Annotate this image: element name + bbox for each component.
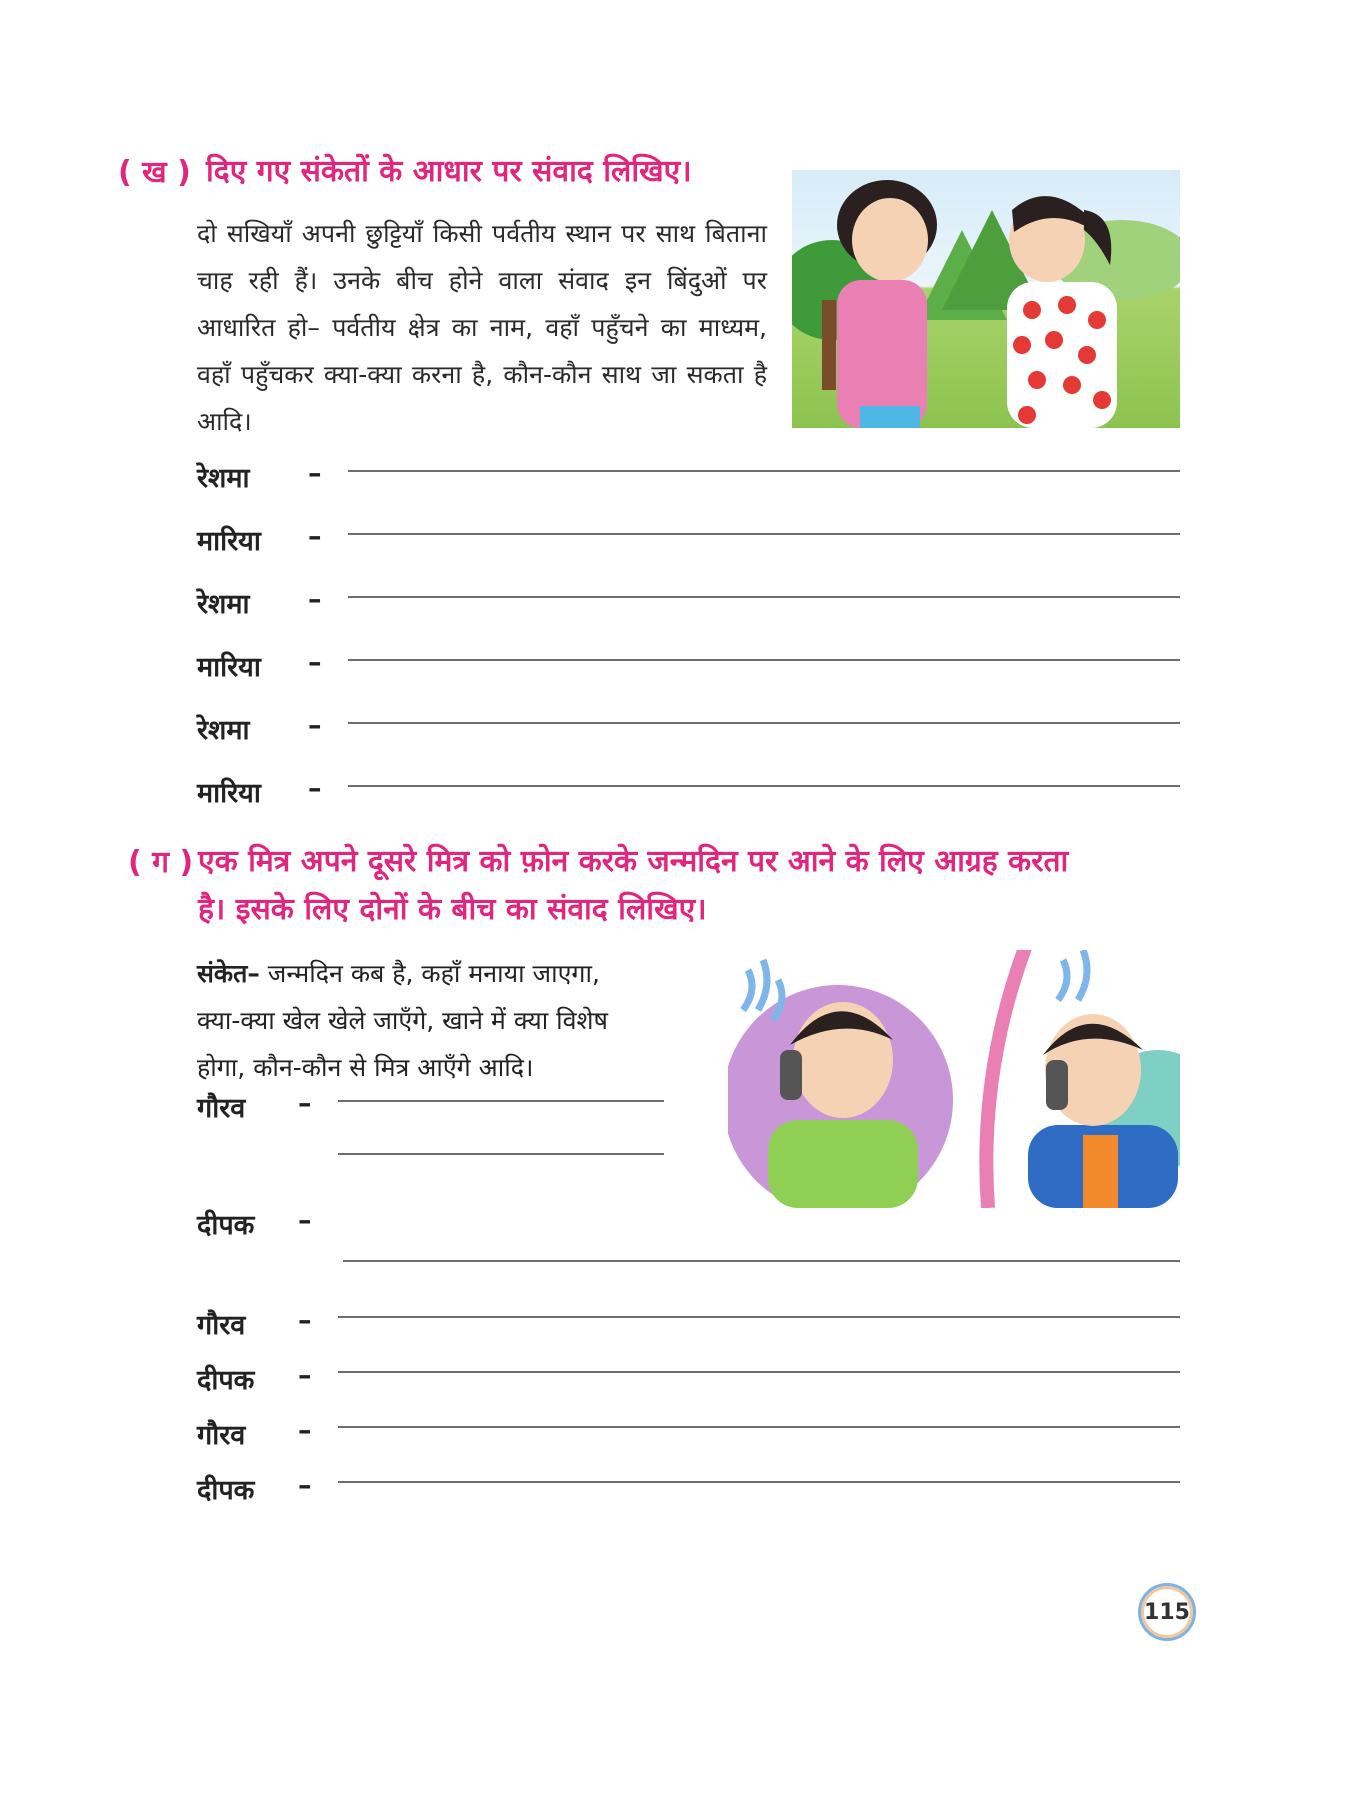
ga-speaker-3: गौरव xyxy=(197,1310,246,1341)
kha-speaker-2: मारिया xyxy=(197,526,261,557)
section-ga-heading-line2: है। इसके लिए दोनों के बीच का संवाद लिखिए। xyxy=(198,892,707,927)
ga-answer-line-2[interactable] xyxy=(343,1260,1180,1262)
hint-line-2: क्या-क्या खेल खेले जाएँगे, खाने में क्या विशेष xyxy=(197,1006,608,1035)
kha-speaker-1: रेशमा xyxy=(197,463,250,494)
section-kha-heading: दिए गए संकेतों के आधार पर संवाद लिखिए। xyxy=(206,154,692,189)
hint-line-3: होगा, कौन-कौन से मित्र आएँगे आदि। xyxy=(197,1053,534,1082)
section-kha-description: दो सखियाँ अपनी छुट्टियाँ किसी पर्वतीय स्थान पर साथ बिताना चाह रही हैं। उनके बीच होने वाला संवाद इन बिंदुओं पर आधारित हो– पर्वतीय क्षेत्र का नाम, वहाँ पहुँचने का माध्यम, वहाँ पहुँचकर क्या-क्या करना है, कौन-कौन साथ जा सकता है आदि। xyxy=(197,219,767,436)
ga-dash-4: – xyxy=(298,1360,312,1391)
two-girls-drawing xyxy=(792,170,1180,428)
ga-answer-line-6[interactable] xyxy=(338,1481,1180,1483)
ga-speaker-6: दीपक xyxy=(197,1475,255,1506)
ga-speaker-4: दीपक xyxy=(197,1365,255,1396)
kha-answer-line-3[interactable] xyxy=(348,596,1180,598)
kha-dash-5: – xyxy=(308,710,322,741)
ga-answer-line-3[interactable] xyxy=(338,1316,1180,1318)
section-ga-heading-line1: एक मित्र अपने दूसरे मित्र को फ़ोन करके जन्मदिन पर आने के लिए आग्रह करता xyxy=(198,844,1069,879)
section-ga-hint xyxy=(197,950,717,1091)
kha-dash-6: – xyxy=(308,773,322,804)
ga-speaker-2: दीपक xyxy=(197,1210,255,1241)
kha-answer-line-2[interactable] xyxy=(348,533,1180,535)
kha-dash-1: – xyxy=(308,458,322,489)
ga-dash-2: – xyxy=(298,1205,312,1236)
kha-dash-4: – xyxy=(308,647,322,678)
page-number: 115 xyxy=(1138,1583,1196,1641)
kha-dash-2: – xyxy=(308,521,322,552)
kha-speaker-4: मारिया xyxy=(197,652,261,683)
ga-speaker-5: गौरव xyxy=(197,1420,246,1451)
ga-answer-line-4[interactable] xyxy=(338,1371,1180,1373)
hint-label: संकेत– xyxy=(197,959,260,988)
ga-dash-6: – xyxy=(298,1470,312,1501)
hint-line-1: जन्मदिन कब है, कहाँ मनाया जाएगा, xyxy=(259,959,600,988)
ga-dash-1: – xyxy=(298,1088,312,1119)
kha-speaker-3: रेशमा xyxy=(197,589,250,620)
section-kha-marker: ( ख ) xyxy=(118,155,191,190)
ga-answer-line-1b[interactable] xyxy=(338,1153,664,1155)
kha-answer-line-1[interactable] xyxy=(348,470,1180,472)
kha-speaker-6: मारिया xyxy=(197,778,261,809)
ga-dash-5: – xyxy=(298,1415,312,1446)
ga-answer-line-5[interactable] xyxy=(338,1426,1180,1428)
ga-answer-line-1a[interactable] xyxy=(338,1100,664,1102)
phone-call-illustration xyxy=(728,950,1180,1208)
kha-answer-line-6[interactable] xyxy=(348,785,1180,787)
ga-speaker-1: गौरव xyxy=(197,1093,246,1124)
phone-call-drawing xyxy=(728,950,1180,1208)
kha-answer-line-4[interactable] xyxy=(348,659,1180,661)
kha-answer-line-5[interactable] xyxy=(348,722,1180,724)
kha-speaker-5: रेशमा xyxy=(197,715,250,746)
kha-dash-3: – xyxy=(308,584,322,615)
two-girls-illustration xyxy=(792,170,1180,428)
ga-dash-3: – xyxy=(298,1305,312,1336)
section-ga-marker: ( ग ) xyxy=(128,845,194,880)
